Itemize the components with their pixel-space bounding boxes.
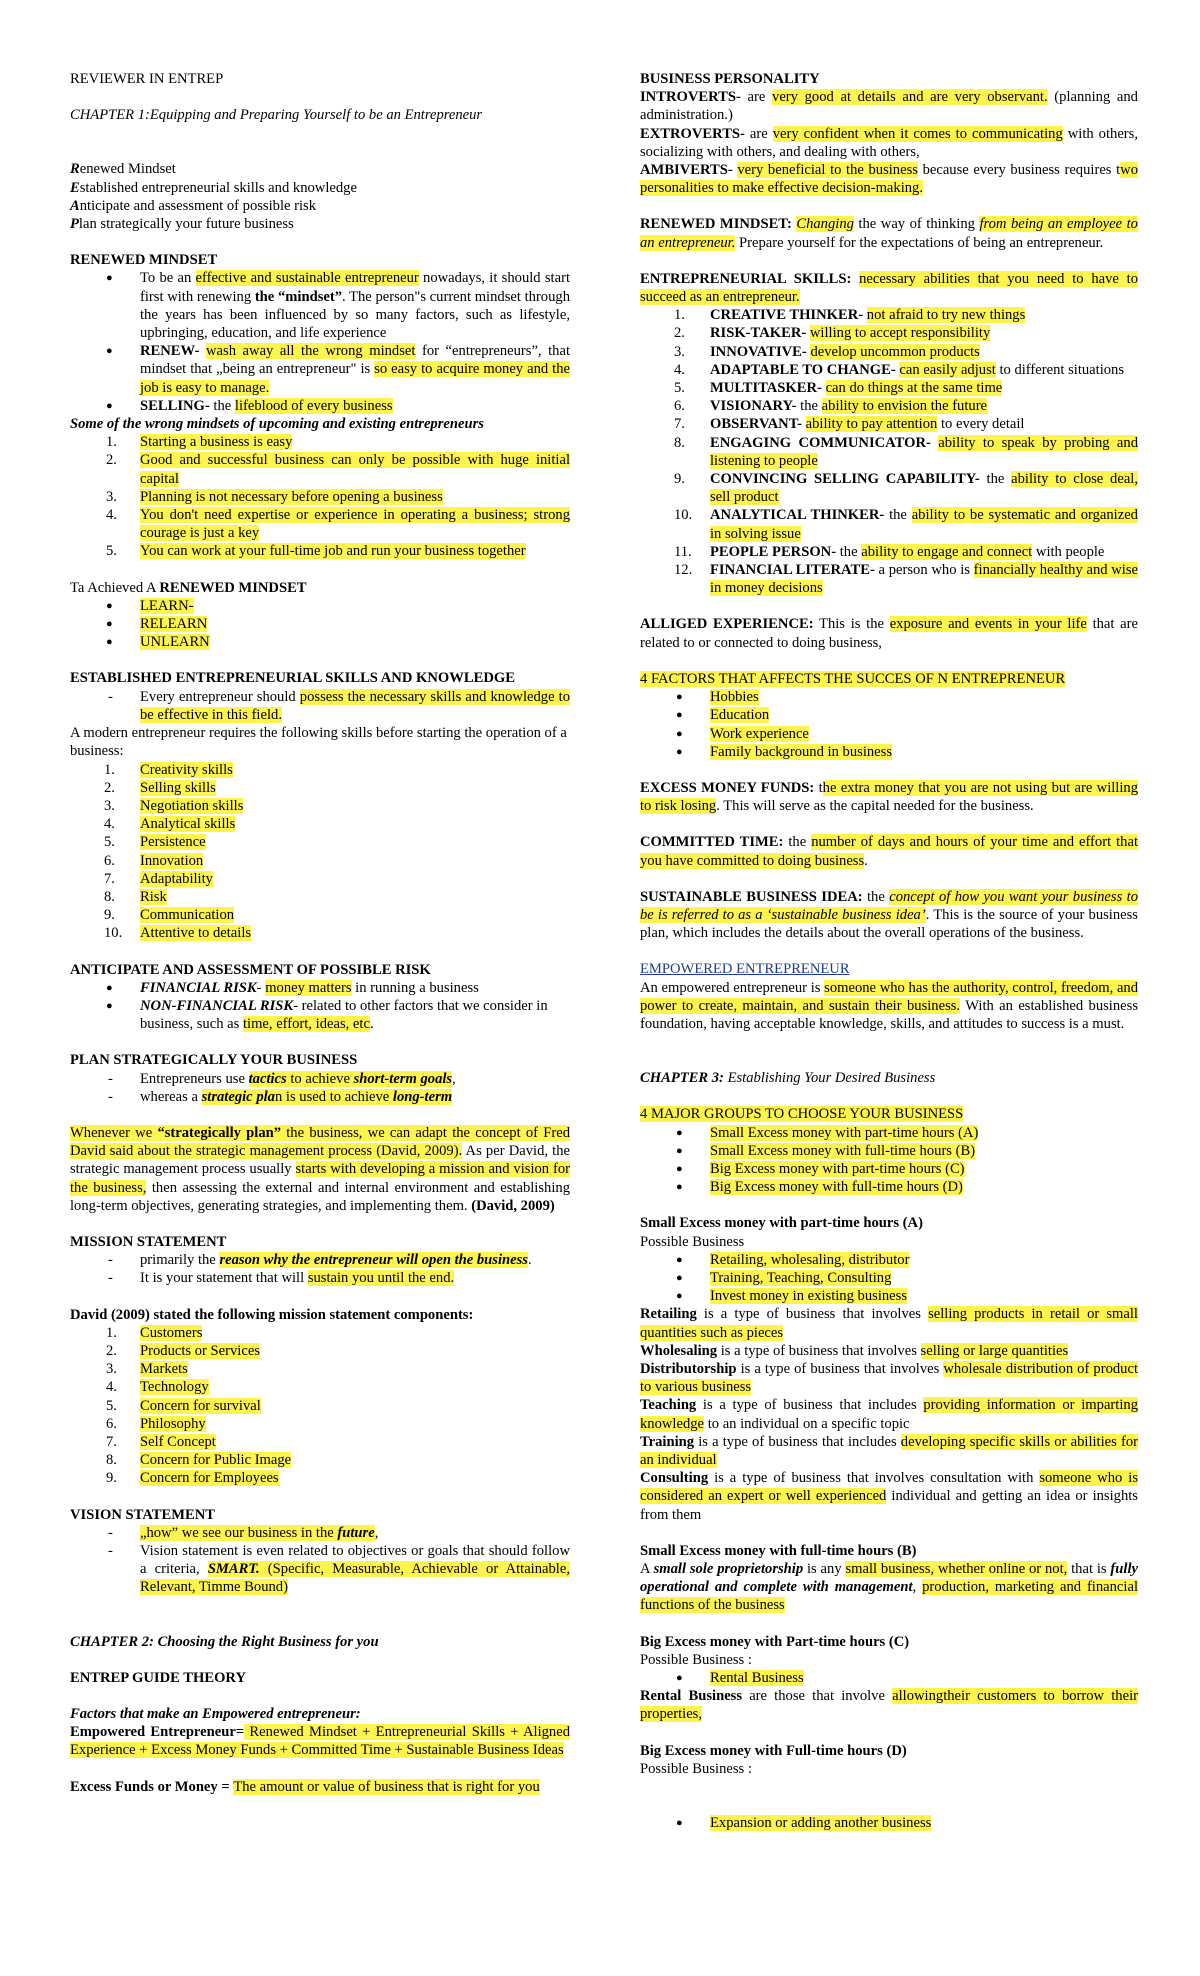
list-item: ● Education [640, 706, 1138, 724]
list-item: ● Work experience [640, 725, 1138, 743]
list-item: - Vision statement is even related to objectives or goals that should follow a criteria, SMART. (Specific, Measurable, Achievable or Attainable, Relevant, Timme Bound) [70, 1542, 570, 1597]
list-item: ● Small Excess money with full-time hours (B) [640, 1142, 1138, 1160]
four-factors-list [640, 688, 1138, 761]
list-item: 4. ADAPTABLE TO CHANGE- can easily adjust to different situations [674, 361, 1125, 378]
factors-heading: Factors that make an Empowered entrepreneur: [70, 1706, 361, 1723]
empowered-formula: Empowered Entrepreneur= Renewed Mindset + Entrepreneurial Skills + Aligned Experience + Excess Money Funds + Committed Time + Sustainable Business Ideas [70, 1724, 570, 1759]
achieve-list [70, 597, 570, 652]
list-item: 2. Selling skills [104, 779, 216, 796]
components-list [70, 1324, 570, 1488]
wrong-mindsets-list [70, 433, 570, 560]
major-groups-list [640, 1124, 1138, 1197]
empowered-entrepreneur-heading: EMPOWERED ENTREPRENEUR [640, 961, 850, 978]
list-item: 5. Concern for survival [106, 1397, 261, 1414]
list-item: 5. Persistence [104, 834, 206, 851]
list-item: 11. PEOPLE PERSON- the ability to engage and connect with people [674, 543, 1105, 560]
list-item: 4. Technology [106, 1379, 209, 1396]
list-item: ● Rental Business [640, 1669, 1138, 1687]
list-item: 8. Concern for Public Image [106, 1452, 292, 1469]
list-item: 3. Planning is not necessary before opening a business [106, 488, 443, 505]
group-b-definition: A small sole proprietorship is any small business, whether online or not, that is fully operational and complete with management, production, marketing and financial functions of the business [640, 1561, 1138, 1614]
left-column [70, 70, 570, 1796]
renewed-mindset-list [70, 269, 570, 415]
list-item: ● Family background in business [640, 743, 1138, 761]
list-item: 7. Adaptability [104, 870, 213, 887]
plan-list [70, 1070, 570, 1106]
acronym-line: Anticipate and assessment of possible risk [70, 197, 317, 214]
possible-business-label: Possible Business [640, 1233, 745, 1250]
list-item: 6. Philosophy [106, 1415, 206, 1432]
list-item: 1. Customers [106, 1324, 203, 1341]
alliged-experience-definition: ALLIGED EXPERIENCE: This is the exposure and events in your life that are related to or connected to doing business, [640, 616, 1138, 651]
list-item: 2. Good and successful business can only be possible with huge initial capital [106, 452, 570, 487]
group-a-list [640, 1251, 1138, 1306]
skills-list [70, 761, 570, 943]
chapter-1-heading: CHAPTER 1:Equipping and Preparing Yourself to be an Entrepreneur [70, 107, 483, 124]
acronym-line: Established entrepreneurial skills and knowledge [70, 179, 357, 196]
list-item: ● RELEARN [70, 615, 570, 633]
doc-title: REVIEWER IN ENTREP [70, 71, 224, 87]
list-item: - Entrepreneurs use tactics to achieve short-term goals, [70, 1070, 570, 1088]
list-item: 7. OBSERVANT- ability to pay attention to every detail [674, 416, 1025, 433]
extroverts-definition: EXTROVERTS- are very confident when it comes to communicating with others, socializing with others, and dealing with others, [640, 125, 1138, 160]
business-personality-heading: BUSINESS PERSONALITY [640, 71, 820, 87]
group-c-heading: Big Excess money with Part-time hours (C) [640, 1633, 910, 1650]
chapter-2-heading: CHAPTER 2: Choosing the Right Business for you [70, 1633, 379, 1650]
list-item: 6. VISIONARY- the ability to envision the future [674, 398, 988, 415]
list-item: ● LEARN- [70, 597, 570, 615]
list-item: 9. Concern for Employees [106, 1470, 279, 1487]
list-item: 5. You can work at your full-time job and run your business together [106, 543, 526, 560]
list-item: 6. Innovation [104, 852, 204, 869]
list-item: ● Small Excess money with part-time hours (A) [640, 1124, 1138, 1142]
list-item: 8. ENGAGING COMMUNICATOR- ability to speak by probing and listening to people [674, 434, 1138, 469]
list-item: 9. Communication [104, 907, 235, 924]
possible-business-label: Possible Business : [640, 1760, 752, 1777]
acronym-list [70, 160, 570, 233]
chapter-3-heading: CHAPTER 3: Establishing Your Desired Business [640, 1070, 936, 1087]
sustainable-idea-definition: SUSTAINABLE BUSINESS IDEA: the concept of how you want your business to be is referred to as a ‘sustainable business idea’. This is the source of your business plan, which includes the details about the overall operations of the business. [640, 888, 1138, 942]
list-item: ● Retailing, wholesaling, distributor [640, 1251, 1138, 1269]
group-d-heading: Big Excess money with Full-time hours (D) [640, 1742, 907, 1759]
list-item: 9. CONVINCING SELLING CAPABILITY- the ability to close deal, sell product [674, 471, 1138, 506]
group-a-heading: Small Excess money with part-time hours (A) [640, 1215, 923, 1232]
list-item: 4. You don't need expertise or experience in operating a business; strong courage is just a key [106, 507, 570, 542]
modern-entrepreneur-paragraph: A modern entrepreneur requires the following skills before starting the operation of a business: [70, 725, 567, 760]
list-item: 1. CREATIVE THINKER- not afraid to try new things [674, 307, 1026, 324]
list-item: 10. Attentive to details [104, 925, 252, 942]
ambiverts-definition: AMBIVERTS- very beneficial to the business because every business requires two personalities to make effective decision-making. [640, 162, 1138, 197]
list-item: 2. Products or Services [106, 1342, 260, 1359]
introverts-definition: INTROVERTS- are very good at details and are very observant. (planning and administration.) [640, 89, 1138, 124]
list-item: 3. Markets [106, 1361, 188, 1378]
list-item: ● Training, Teaching, Consulting [640, 1269, 1138, 1287]
list-item: ● SELLING- the lifeblood of every business [70, 397, 570, 415]
achieve-renewed-heading: Ta Achieved A RENEWED MINDSET [70, 579, 307, 596]
renewed-mindset-definition: RENEWED MINDSET: Changing the way of thinking from being an employee to an entrepreneur. Prepare yourself for the expectations of being an entrepreneur. [640, 216, 1138, 251]
list-item: 2. RISK-TAKER- willing to accept responsibility [674, 325, 991, 342]
group-c-list [640, 1669, 1138, 1687]
renewed-mindset-heading: RENEWED MINDSET [70, 252, 218, 269]
consulting-definition: Consulting is a type of business that involves consultation with someone who is considered an expert or well experienced individual and getting an idea or insights from them [640, 1470, 1138, 1523]
list-item: 4. Analytical skills [104, 816, 236, 833]
list-item: 3. Negotiation skills [104, 797, 244, 814]
established-skills-list [70, 688, 570, 724]
list-item: ● FINANCIAL RISK- money matters in running a business [70, 979, 570, 997]
vision-list [70, 1524, 570, 1597]
list-item: 1. Creativity skills [104, 761, 233, 778]
list-item: - primarily the reason why the entrepreneur will open the business. [70, 1251, 570, 1269]
mission-heading: MISSION STATEMENT [70, 1233, 227, 1250]
wrong-mindsets-heading: Some of the wrong mindsets of upcoming and existing entrepreneurs [70, 416, 484, 433]
list-item: ● RENEW- wash away all the wrong mindset for “entrepreneurs”, that mindset that „being an entrepreneur" is so easy to acquire money and the job is easy to manage. [70, 342, 570, 397]
committed-time-definition: COMMITTED TIME: the number of days and hours of your time and effort that you have committed to doing business. [640, 834, 1138, 869]
list-item: 10. ANALYTICAL THINKER- the ability to be systematic and organized in solving issue [674, 507, 1138, 542]
acronym-line: Plan strategically your future business [70, 216, 294, 233]
list-item: - Every entrepreneur should possess the necessary skills and knowledge to be effective in this field. [70, 688, 570, 724]
david-components-heading: David (2009) stated the following mission statement components: [70, 1306, 474, 1323]
teaching-definition: Teaching is a type of business that includes providing information or imparting knowledge to an individual on a specific topic [640, 1397, 1138, 1432]
risk-heading: ANTICIPATE AND ASSESSMENT OF POSSIBLE RISK [70, 961, 431, 978]
training-definition: Training is a type of business that includes developing specific skills or abilities for an individual [640, 1433, 1138, 1468]
list-item: 1. Starting a business is easy [106, 434, 293, 451]
list-item: ● Big Excess money with full-time hours (D) [640, 1178, 1138, 1196]
list-item: ● NON-FINANCIAL RISK- related to other factors that we consider in business, such as time, effort, ideas, etc. [70, 997, 570, 1033]
plan-heading: PLAN STRATEGICALLY YOUR BUSINESS [70, 1052, 358, 1069]
distributorship-definition: Distributorship is a type of business that involves wholesale distribution of product to various business [640, 1360, 1138, 1396]
wholesaling-definition: Wholesaling is a type of business that involves selling or large quantities [640, 1342, 1069, 1359]
acronym-line: Renewed Mindset [70, 161, 176, 178]
list-item: ● Big Excess money with part-time hours (C) [640, 1160, 1138, 1178]
list-item: ● UNLEARN [70, 633, 570, 651]
entrepreneurial-skills-definition: ENTREPRENEURIAL SKILLS: necessary abilities that you need to have to succeed as an entrepreneur. [640, 270, 1138, 306]
risk-list [70, 979, 570, 1034]
list-item: - It is your statement that will sustain you until the end. [70, 1269, 570, 1287]
list-item: - whereas a strategic plan is used to achieve long-term [70, 1088, 570, 1106]
group-b-heading: Small Excess money with full-time hours (B) [640, 1542, 917, 1559]
list-item: 12. FINANCIAL LITERATE- a person who is financially healthy and wise in money decisions [674, 562, 1139, 597]
list-item: 8. Risk [104, 888, 167, 905]
list-item: - „how” we see our business in the future, [70, 1524, 570, 1542]
list-item: ● Invest money in existing business [640, 1287, 1138, 1305]
major-groups-heading: 4 MAJOR GROUPS TO CHOOSE YOUR BUSINESS [640, 1106, 964, 1123]
rental-definition: Rental Business are those that involve allowingtheir customers to borrow their properties, [640, 1688, 1138, 1723]
retailing-definition: Retailing is a type of business that involves selling products in retail or small quantities such as pieces [640, 1306, 1138, 1341]
entrepreneurial-skills-list [640, 306, 1138, 597]
list-item: 3. INNOVATIVE- develop uncommon products [674, 343, 980, 360]
list-item: 5. MULTITASKER- can do things at the same time [674, 380, 1003, 397]
mission-list [70, 1251, 570, 1287]
excess-funds-definition: Excess Funds or Money = The amount or value of business that is right for you [70, 1778, 540, 1795]
four-factors-heading: 4 FACTORS THAT AFFECTS THE SUCCES OF N ENTREPRENEUR [640, 670, 1066, 687]
group-d-list [640, 1814, 1138, 1832]
right-column [640, 70, 1138, 1832]
established-skills-heading: ESTABLISHED ENTREPRENEURIAL SKILLS AND KNOWLEDGE [70, 670, 515, 687]
strategic-plan-paragraph: Whenever we “strategically plan” the business, we can adapt the concept of Fred David said about the strategic management process (David, 2009). As per David, the strategic management process usually starts with developing a mission and vision for the business, then assessing the external and internal environment and establishing long-term objectives, generating strategies, and implementing them. (David, 2009) [70, 1124, 571, 1214]
excess-money-definition: EXCESS MONEY FUNDS: the extra money that you are not using but are willing to risk losing. This will serve as the capital needed for the business. [640, 779, 1139, 815]
vision-heading: VISION STATEMENT [70, 1506, 216, 1523]
empowered-entrepreneur-definition: An empowered entrepreneur is someone who has the authority, control, freedom, and power to create, maintain, and sustain their business. With an established business foundation, having acceptable knowledge, skills, and attitudes to success is a must. [640, 979, 1139, 1032]
list-item: ● Expansion or adding another business [640, 1814, 1138, 1832]
list-item: 7. Self Concept [106, 1434, 216, 1450]
list-item: ● Hobbies [640, 688, 1138, 706]
list-item: ● To be an effective and sustainable entrepreneur nowadays, it should start first with renewing the “mindset”. The person"s current mindset through the years has been influenced by so many factors, such as lifestyle, upbringing, education, and life experience [70, 269, 570, 342]
possible-business-label: Possible Business : [640, 1651, 752, 1668]
entrep-guide-heading: ENTREP GUIDE THEORY [70, 1669, 247, 1686]
